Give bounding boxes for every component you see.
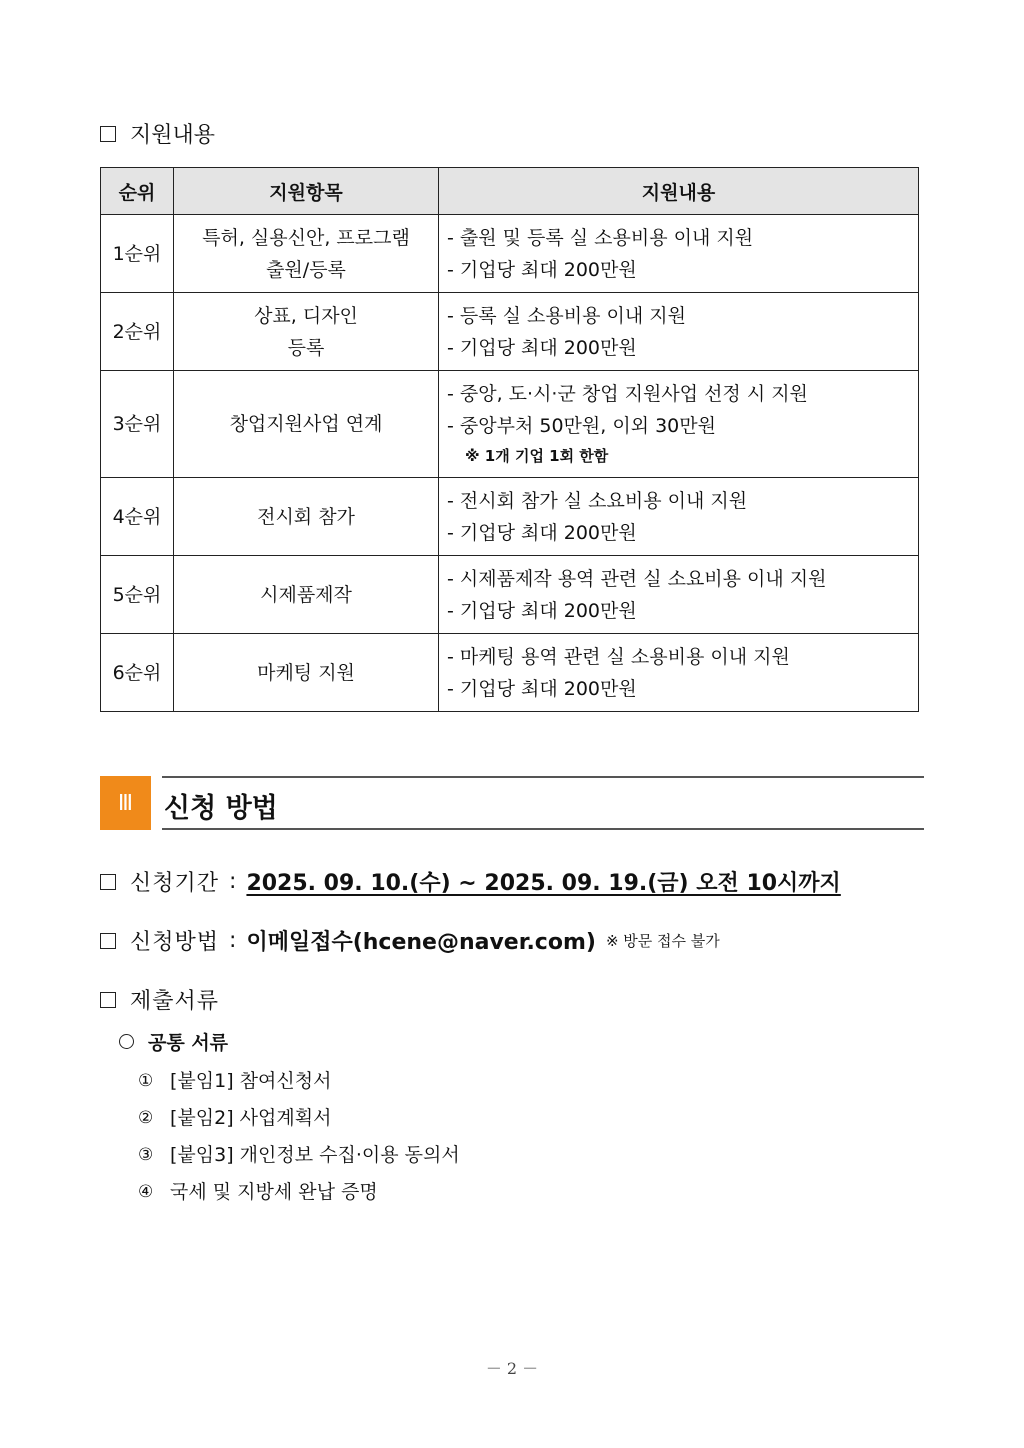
content-cell bbox=[439, 371, 919, 478]
checkbox-square-icon bbox=[100, 126, 116, 142]
table-row bbox=[101, 556, 919, 634]
list-text: [붙임3] 개인정보 수집·이용 동의서 bbox=[170, 1143, 460, 1166]
documents-heading bbox=[100, 984, 219, 1015]
item-line: 시제품제작 bbox=[260, 583, 352, 606]
rank-cell: 1순위 bbox=[101, 215, 174, 293]
content-line: - 기업당 최대 200만원 bbox=[447, 599, 637, 622]
rank-cell: 4순위 bbox=[101, 478, 174, 556]
content-line: - 기업당 최대 200만원 bbox=[447, 521, 637, 544]
list-text: 국세 및 지방세 완납 증명 bbox=[170, 1180, 378, 1203]
support-table bbox=[100, 167, 919, 712]
period-value: 2025. 09. 10.(수) ~ 2025. 09. 19.(금) 오전 10시까지 bbox=[246, 871, 841, 896]
content-line: - 등록 실 소용비용 이내 지원 bbox=[447, 304, 686, 327]
table-row bbox=[101, 371, 919, 478]
item-line: 특허, 실용신안, 프로그램 bbox=[202, 226, 410, 249]
item-cell bbox=[174, 371, 439, 478]
rank-cell: 5순위 bbox=[101, 556, 174, 634]
application-period bbox=[100, 866, 841, 897]
item-cell bbox=[174, 556, 439, 634]
content-line: - 기업당 최대 200만원 bbox=[447, 258, 637, 281]
list-item bbox=[138, 1136, 460, 1173]
colon: : bbox=[229, 928, 237, 953]
rank-cell: 2순위 bbox=[101, 293, 174, 371]
content-cell bbox=[439, 478, 919, 556]
content-line: - 중앙부처 50만원, 이외 30만원 bbox=[447, 415, 716, 437]
list-text: [붙임2] 사업계획서 bbox=[170, 1106, 332, 1129]
method-value: 이메일접수(hcene@naver.com) bbox=[246, 930, 596, 955]
header-rank: 순위 bbox=[101, 168, 174, 215]
content-line: - 마케팅 용역 관련 실 소용비용 이내 지원 bbox=[447, 645, 790, 668]
common-docs-heading bbox=[119, 1028, 228, 1055]
common-docs-label: 공통 서류 bbox=[148, 1032, 229, 1054]
table-row bbox=[101, 293, 919, 371]
period-label: 신청기간 bbox=[130, 871, 220, 896]
checkbox-square-icon bbox=[100, 992, 116, 1008]
support-heading-text: 지원내용 bbox=[130, 123, 216, 148]
content-line: - 시제품제작 용역 관련 실 소요비용 이내 지원 bbox=[447, 567, 827, 590]
header-item: 지원항목 bbox=[174, 168, 439, 215]
list-number: ② bbox=[138, 1107, 154, 1128]
section-banner bbox=[100, 776, 924, 830]
item-line: 상표, 디자인 bbox=[254, 304, 358, 327]
content-line: - 전시회 참가 실 소요비용 이내 지원 bbox=[447, 489, 748, 512]
content-line: - 기업당 최대 200만원 bbox=[447, 677, 637, 700]
content-line: - 중앙, 도·시·군 창업 지원사업 선정 시 지원 bbox=[447, 383, 808, 405]
item-line: 출원/등록 bbox=[266, 258, 346, 281]
section-title: 신청 방법 bbox=[164, 793, 278, 824]
list-number: ④ bbox=[138, 1181, 154, 1202]
checkbox-square-icon bbox=[100, 874, 116, 890]
support-section-heading bbox=[100, 118, 215, 149]
documents-list bbox=[138, 1062, 460, 1210]
item-line: 창업지원사업 연계 bbox=[229, 413, 383, 435]
method-label: 신청방법 bbox=[130, 930, 220, 955]
table-header-row bbox=[101, 168, 919, 215]
item-line: 등록 bbox=[287, 336, 325, 359]
list-item bbox=[138, 1173, 460, 1210]
table-row bbox=[101, 478, 919, 556]
content-cell bbox=[439, 215, 919, 293]
list-text: [붙임1] 참여신청서 bbox=[170, 1069, 332, 1092]
application-method bbox=[100, 925, 720, 956]
item-line: 전시회 참가 bbox=[257, 505, 355, 528]
item-cell bbox=[174, 215, 439, 293]
content-line: - 기업당 최대 200만원 bbox=[447, 336, 637, 359]
item-cell bbox=[174, 478, 439, 556]
banner-bottom-rule bbox=[162, 828, 924, 830]
rank-cell: 3순위 bbox=[101, 371, 174, 478]
rank-cell: 6순위 bbox=[101, 634, 174, 712]
method-note: ※ 방문 접수 불가 bbox=[605, 932, 720, 950]
content-cell bbox=[439, 556, 919, 634]
circle-bullet-icon bbox=[119, 1034, 134, 1049]
content-line: - 출원 및 등록 실 소용비용 이내 지원 bbox=[447, 226, 754, 249]
list-number: ③ bbox=[138, 1144, 154, 1165]
list-item bbox=[138, 1099, 460, 1136]
section-number-badge: Ⅲ bbox=[100, 776, 151, 830]
header-content: 지원내용 bbox=[439, 168, 919, 215]
item-cell bbox=[174, 634, 439, 712]
page-number: － 2 － bbox=[485, 1359, 539, 1378]
content-cell bbox=[439, 634, 919, 712]
list-number: ① bbox=[138, 1070, 154, 1091]
table-row bbox=[101, 215, 919, 293]
banner-top-rule bbox=[162, 776, 924, 778]
item-line: 마케팅 지원 bbox=[257, 661, 355, 684]
list-item bbox=[138, 1062, 460, 1099]
checkbox-square-icon bbox=[100, 933, 116, 949]
docs-label: 제출서류 bbox=[130, 989, 220, 1014]
table-row bbox=[101, 634, 919, 712]
colon: : bbox=[229, 869, 237, 894]
content-cell bbox=[439, 293, 919, 371]
content-note: ※ 1개 기업 1회 한함 bbox=[465, 447, 609, 465]
item-cell bbox=[174, 293, 439, 371]
